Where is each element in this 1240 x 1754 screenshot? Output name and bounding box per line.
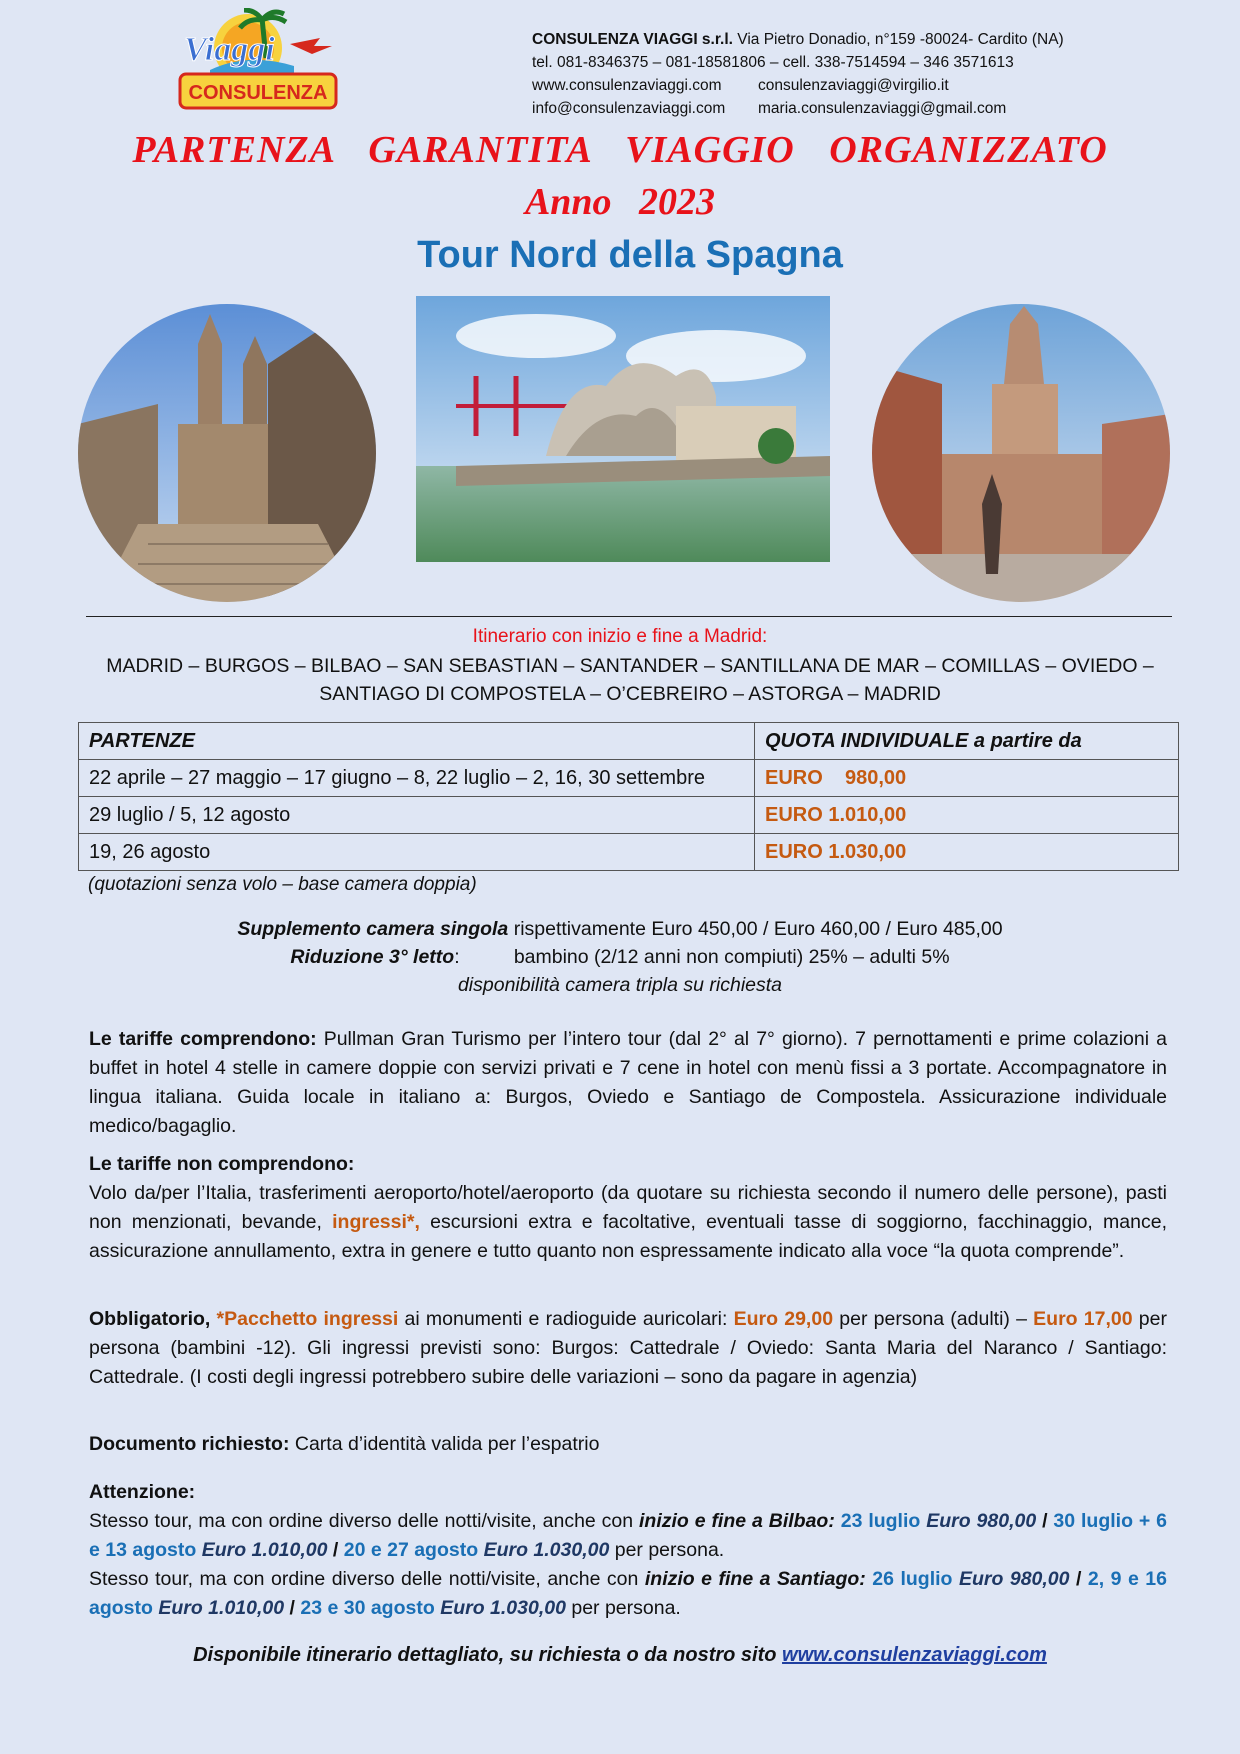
bilbao-price-1: Euro 980,00 xyxy=(926,1510,1037,1532)
bilbao-date-1: 23 luglio xyxy=(840,1510,921,1532)
mandatory-label: Obbligatorio, xyxy=(89,1308,211,1330)
table-row xyxy=(79,834,1179,871)
table-header-row xyxy=(79,723,1179,760)
single-supplement-label: Supplemento camera singola xyxy=(237,918,509,940)
document-section xyxy=(89,1430,1167,1459)
included-text: Pullman Gran Turismo per l’intero tour (dal 2° al 7° giorno). 7 pernottamenti e prime colazioni a buffet in hotel 4 stelle in camere doppie con servizi privati e 7 cene in hotel con menù fissi a 3 portate. Accompagnatore in lingua italiana. Guida locale in italiano a: Burgos, Oviedo e Santiago de Compostela. Assicurazione individuale medico/bagaglio. xyxy=(89,1028,1167,1137)
company-email-3[interactable]: maria.consulenzaviaggi@gmail.com xyxy=(758,100,1007,117)
third-bed-text: : bambino (2/12 anni non compiuti) 25% – adulti 5% xyxy=(454,946,950,968)
logo-text-viaggi: Viaggi xyxy=(184,31,275,68)
document-label: Documento richiesto: xyxy=(89,1433,290,1455)
single-supplement-text: rispettivamente Euro 450,00 / Euro 460,00 / Euro 485,00 xyxy=(508,918,1003,940)
bilbao-guggenheim-photo xyxy=(416,296,830,562)
attention-section: Attenzione: Stesso tour, ma con ordine diverso delle notti/visite, anche con inizio e fine a Bilbao: 23 luglio Euro 980,00 / 30 luglio + 6 e 13 agosto Euro 1.010,00 / 20 e 27 agosto Euro 1.030,00 per persona. Stesso tour, ma con ordine diverso delle notti/visite, anche con inizio e fine a Santiago: 26 luglio Euro 980,00 / 2, 9 e 16 agosto Euro 1.010,00 / 23 e 30 agosto Euro 1.030,00 per persona. xyxy=(89,1481,1168,1619)
company-phones: tel. 081-8346375 – 081-18581806 – cell. 338-7514594 – 346 3571613 xyxy=(532,54,1014,71)
footer xyxy=(0,1644,1240,1667)
price-value: EURO 1.030,00 xyxy=(755,834,1179,871)
header-quote: QUOTA INDIVIDUALE a partire da xyxy=(755,723,1179,760)
company-info xyxy=(532,28,1064,120)
attention-bilbao-label: inizio e fine a Bilbao: xyxy=(638,1510,835,1532)
logo-text-consulenza: CONSULENZA xyxy=(188,82,328,104)
excluded-highlight: ingressi*, xyxy=(332,1211,420,1233)
year-title: Anno 2023 xyxy=(524,181,716,223)
mandatory-package: *Pacchetto ingressi xyxy=(216,1308,399,1330)
company-email-2[interactable]: info@consulenzaviaggi.com xyxy=(532,100,726,117)
excluded-text-a: Volo da/per l’Italia, trasferimenti aeroporto/hotel/aeroporto (da quotare su richiesta secondo il numero delle persone), pasti non menzionati, bevande, xyxy=(89,1182,1167,1233)
excluded-section xyxy=(89,1150,1167,1266)
footer-text: Disponibile itinerario dettagliato, su richiesta o da nostro sito xyxy=(193,1644,783,1666)
bilbao-date-2: 30 luglio + 6 e 13 agosto xyxy=(89,1510,1168,1561)
attention-santiago-label: inizio e fine a Santiago: xyxy=(644,1568,866,1590)
attention-p1-text: Stesso tour, ma con ordine diverso delle notti/visite, anche con xyxy=(89,1510,639,1532)
included-section xyxy=(89,1025,1167,1141)
attention-label: Attenzione: xyxy=(89,1481,196,1503)
santiago-price-3: Euro 1.030,00 xyxy=(440,1597,566,1619)
itinerary-route xyxy=(70,652,1190,708)
company-website[interactable]: www.consulenzaviaggi.com xyxy=(532,77,722,94)
excluded-label: Le tariffe non comprendono: xyxy=(89,1153,355,1175)
santiago-date-3: 23 e 30 agosto xyxy=(300,1597,435,1619)
header-departures: PARTENZE xyxy=(79,723,755,760)
third-bed-label: Riduzione 3° letto xyxy=(290,946,455,968)
bilbao-price-2: Euro 1.010,00 xyxy=(201,1539,328,1561)
excluded-text-b: escursioni extra e facoltative, eventuali tasse di soggiorno, facchinaggio, mance, assicurazione annullamento, extra in genere e tutto quanto non espressamente indicato alla voce “la quota comprende”. xyxy=(89,1211,1167,1262)
oviedo-cathedral-photo xyxy=(872,304,1170,602)
mandatory-text-a: ai monumenti e radioguide auricolari: xyxy=(398,1308,734,1330)
itinerary-heading: Itinerario con inizio e fine a Madrid: xyxy=(472,626,768,647)
price-table xyxy=(78,722,1179,871)
mandatory-price-adult: Euro 29,00 xyxy=(733,1308,834,1330)
footer-website-link[interactable]: www.consulenzaviaggi.com xyxy=(782,1644,1047,1666)
mandatory-text-c: per persona (bambini -12). Gli ingressi previsti sono: Burgos: Cattedrale / Oviedo: Santa Maria del Naranco / Santiago: Cattedrale. (I costi degli ingressi potrebbero subire delle variazioni – sono da pagare in agenzia) xyxy=(89,1308,1167,1388)
supplements xyxy=(0,915,1240,999)
table-row xyxy=(79,760,1179,797)
bilbao-price-3: Euro 1.030,00 xyxy=(483,1539,610,1561)
company-logo xyxy=(170,8,350,120)
company-name: CONSULENZA VIAGGI s.r.l. xyxy=(532,31,733,48)
bilbao-suffix: per persona. xyxy=(609,1539,725,1561)
attention-p2-text: Stesso tour, ma con ordine diverso delle notti/visite, anche con xyxy=(89,1568,645,1590)
included-label: Le tariffe comprendono: xyxy=(89,1028,317,1050)
itinerary-line-1: MADRID – BURGOS – BILBAO – SAN SEBASTIAN – SANTANDER – SANTILLANA DE MAR – COMILLAS – OVIEDO – xyxy=(106,655,1154,677)
mandatory-section xyxy=(89,1305,1167,1392)
itinerary-line-2: SANTIAGO DI COMPOSTELA – O’CEBREIRO – ASTORGA – MADRID xyxy=(319,683,941,705)
santiago-price-1: Euro 980,00 xyxy=(958,1568,1070,1590)
departure-dates: 19, 26 agosto xyxy=(79,834,755,871)
price-value: EURO 1.010,00 xyxy=(755,797,1179,834)
price-value: EURO 980,00 xyxy=(755,760,1179,797)
santiago-suffix: per persona. xyxy=(565,1597,681,1619)
departure-dates: 29 luglio / 5, 12 agosto xyxy=(79,797,755,834)
santiago-date-1: 26 luglio xyxy=(872,1568,953,1590)
triple-room-note: disponibilità camera tripla su richiesta xyxy=(457,974,783,996)
mandatory-text-b: per persona (adulti) – xyxy=(833,1308,1034,1330)
company-email-1[interactable]: consulenzaviaggi@virgilio.it xyxy=(758,77,949,94)
santiago-price-2: Euro 1.010,00 xyxy=(158,1597,285,1619)
document-text: Carta d’identità valida per l’espatrio xyxy=(289,1433,600,1455)
bilbao-date-3: 20 e 27 agosto xyxy=(343,1539,479,1561)
tour-title: Tour Nord della Spagna xyxy=(417,234,843,276)
company-address: Via Pietro Donadio, n°159 -80024- Cardito (NA) xyxy=(737,31,1064,48)
santiago-date-2: 2, 9 e 16 agosto xyxy=(89,1568,1167,1619)
departure-dates: 22 aprile – 27 maggio – 17 giugno – 8, 22 luglio – 2, 16, 30 settembre xyxy=(79,760,755,797)
santiago-cathedral-photo xyxy=(78,304,376,602)
price-note: (quotazioni senza volo – base camera doppia) xyxy=(88,874,477,895)
headline: PARTENZA GARANTITA VIAGGIO ORGANIZZATO xyxy=(132,129,1108,171)
table-row xyxy=(79,797,1179,834)
mandatory-price-child: Euro 17,00 xyxy=(1033,1308,1133,1330)
separator-line xyxy=(86,616,1172,617)
